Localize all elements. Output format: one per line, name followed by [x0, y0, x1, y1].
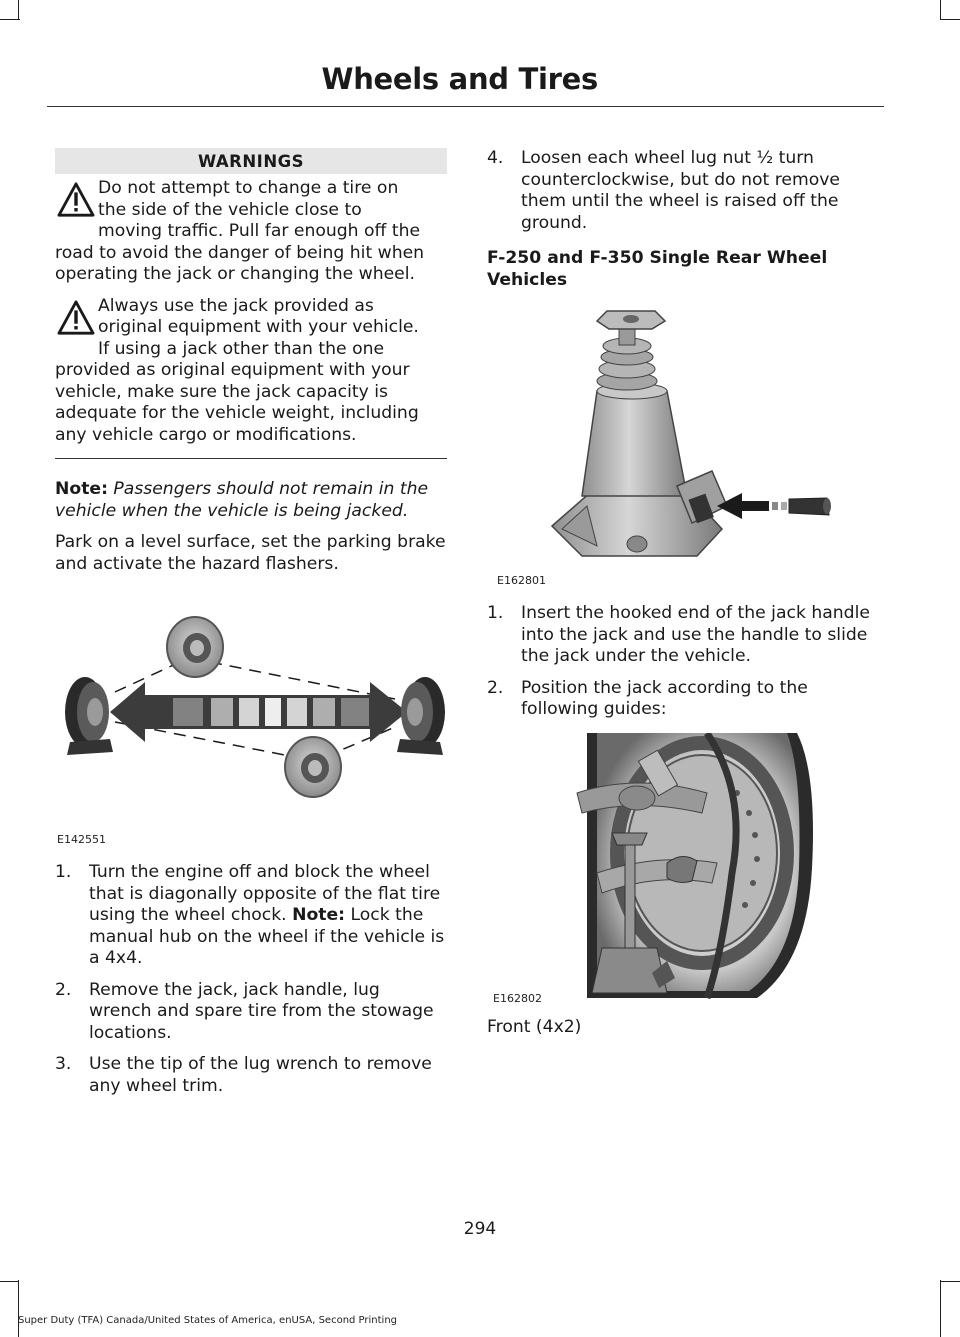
crop-mark — [0, 19, 20, 20]
section-subheading: F-250 and F-350 Single Rear Wheel Vehicles — [487, 248, 828, 290]
warning-item — [55, 178, 447, 286]
item-number: 3. — [55, 1054, 72, 1074]
item-number: 2. — [55, 979, 72, 1000]
item-number: 2. — [487, 677, 504, 698]
item-number: 1. — [487, 603, 504, 623]
note-label: Note: — [55, 479, 108, 499]
header-divider — [47, 106, 884, 107]
list-item — [487, 603, 879, 668]
crop-mark — [940, 19, 960, 20]
list-item — [487, 678, 879, 721]
warnings-divider — [55, 458, 447, 459]
figure-code: E162801 — [497, 574, 546, 587]
note-text: Passengers should not remain in the vehicle when the vehicle is being jacked. — [55, 479, 429, 521]
item-note-text: Lock the manual hub on the wheel if the vehicle is a 4x4. — [89, 905, 445, 968]
jack-diagram — [487, 301, 879, 581]
crop-mark — [940, 0, 941, 20]
item-text: Insert the hooked end of the jack handle into the jack and use the handle to slide the jack under the vehicle. — [521, 603, 870, 666]
left-steps-list — [55, 862, 447, 1097]
warning-line: Do not attempt to change a tire on — [98, 178, 399, 198]
wheel-chock-diagram — [55, 587, 447, 842]
warning-line: the side of the vehicle close to — [98, 199, 362, 220]
note-paragraph — [55, 479, 447, 522]
item-text: Turn the engine off and block the wheel that is diagonally opposite of the flat tire using the wheel chock. — [89, 862, 441, 925]
left-column — [55, 148, 447, 1097]
crop-mark — [940, 1280, 941, 1337]
item-text: Remove the jack, jack handle, lug wrench and spare tire from the stowage locations. — [89, 979, 434, 1043]
list-item — [487, 148, 879, 234]
item-text: Use the tip of the lug wrench to remove any wheel trim. — [89, 1054, 432, 1096]
warning-line: moving traffic. Pull far enough off the — [98, 221, 421, 241]
warning-text: provided as original equipment with your vehicle, make sure the jack capacity is adequate for the vehicle weight, including any vehicle cargo or modifications. — [55, 360, 419, 445]
jack-position-diagram — [487, 733, 879, 1003]
right-steps-list — [487, 603, 879, 721]
figure-code: E142551 — [57, 833, 106, 846]
warning-item — [55, 296, 447, 447]
list-item — [55, 862, 447, 970]
item-text: Loosen each wheel lug nut ½ turn counterclockwise, but do not remove them until the wheel is raised off the ground. — [521, 148, 840, 233]
note-label: Note: — [292, 905, 346, 925]
park-paragraph: Park on a level surface, set the parking brake and activate the hazard flashers. — [55, 532, 446, 574]
list-item — [55, 980, 447, 1045]
wheels-figure — [55, 587, 447, 846]
page-number: 294 — [463, 1219, 497, 1239]
crop-mark — [18, 1280, 19, 1337]
crop-mark — [941, 1281, 960, 1282]
warning-triangle-icon — [57, 300, 95, 336]
document-info: Super Duty (TFA) Canada/United States of America, enUSA, Second Printing — [18, 1315, 398, 1326]
warning-text: road to avoid the danger of being hit when operating the jack or changing the wheel. — [55, 242, 425, 284]
page-title: Wheels and Tires — [321, 62, 598, 96]
item-text: Position the jack according to the following guides: — [521, 677, 808, 719]
list-item — [55, 1054, 447, 1097]
item-number: 1. — [55, 862, 72, 882]
jack-position-figure — [487, 733, 879, 1003]
crop-mark — [18, 0, 19, 20]
jack-figure — [487, 301, 879, 587]
crop-mark — [0, 1281, 18, 1282]
item-number: 4. — [487, 148, 504, 168]
warning-line: Always use the jack provided as — [98, 295, 374, 316]
figure-code: E162802 — [493, 991, 542, 1005]
warnings-heading: WARNINGS — [55, 148, 447, 174]
warning-line: original equipment with your vehicle. — [98, 317, 419, 337]
figure-caption: Front (4x2) — [487, 1016, 582, 1037]
warning-line: If using a jack other than the one — [98, 338, 385, 359]
warning-triangle-icon — [57, 182, 95, 218]
right-column — [487, 148, 879, 1038]
